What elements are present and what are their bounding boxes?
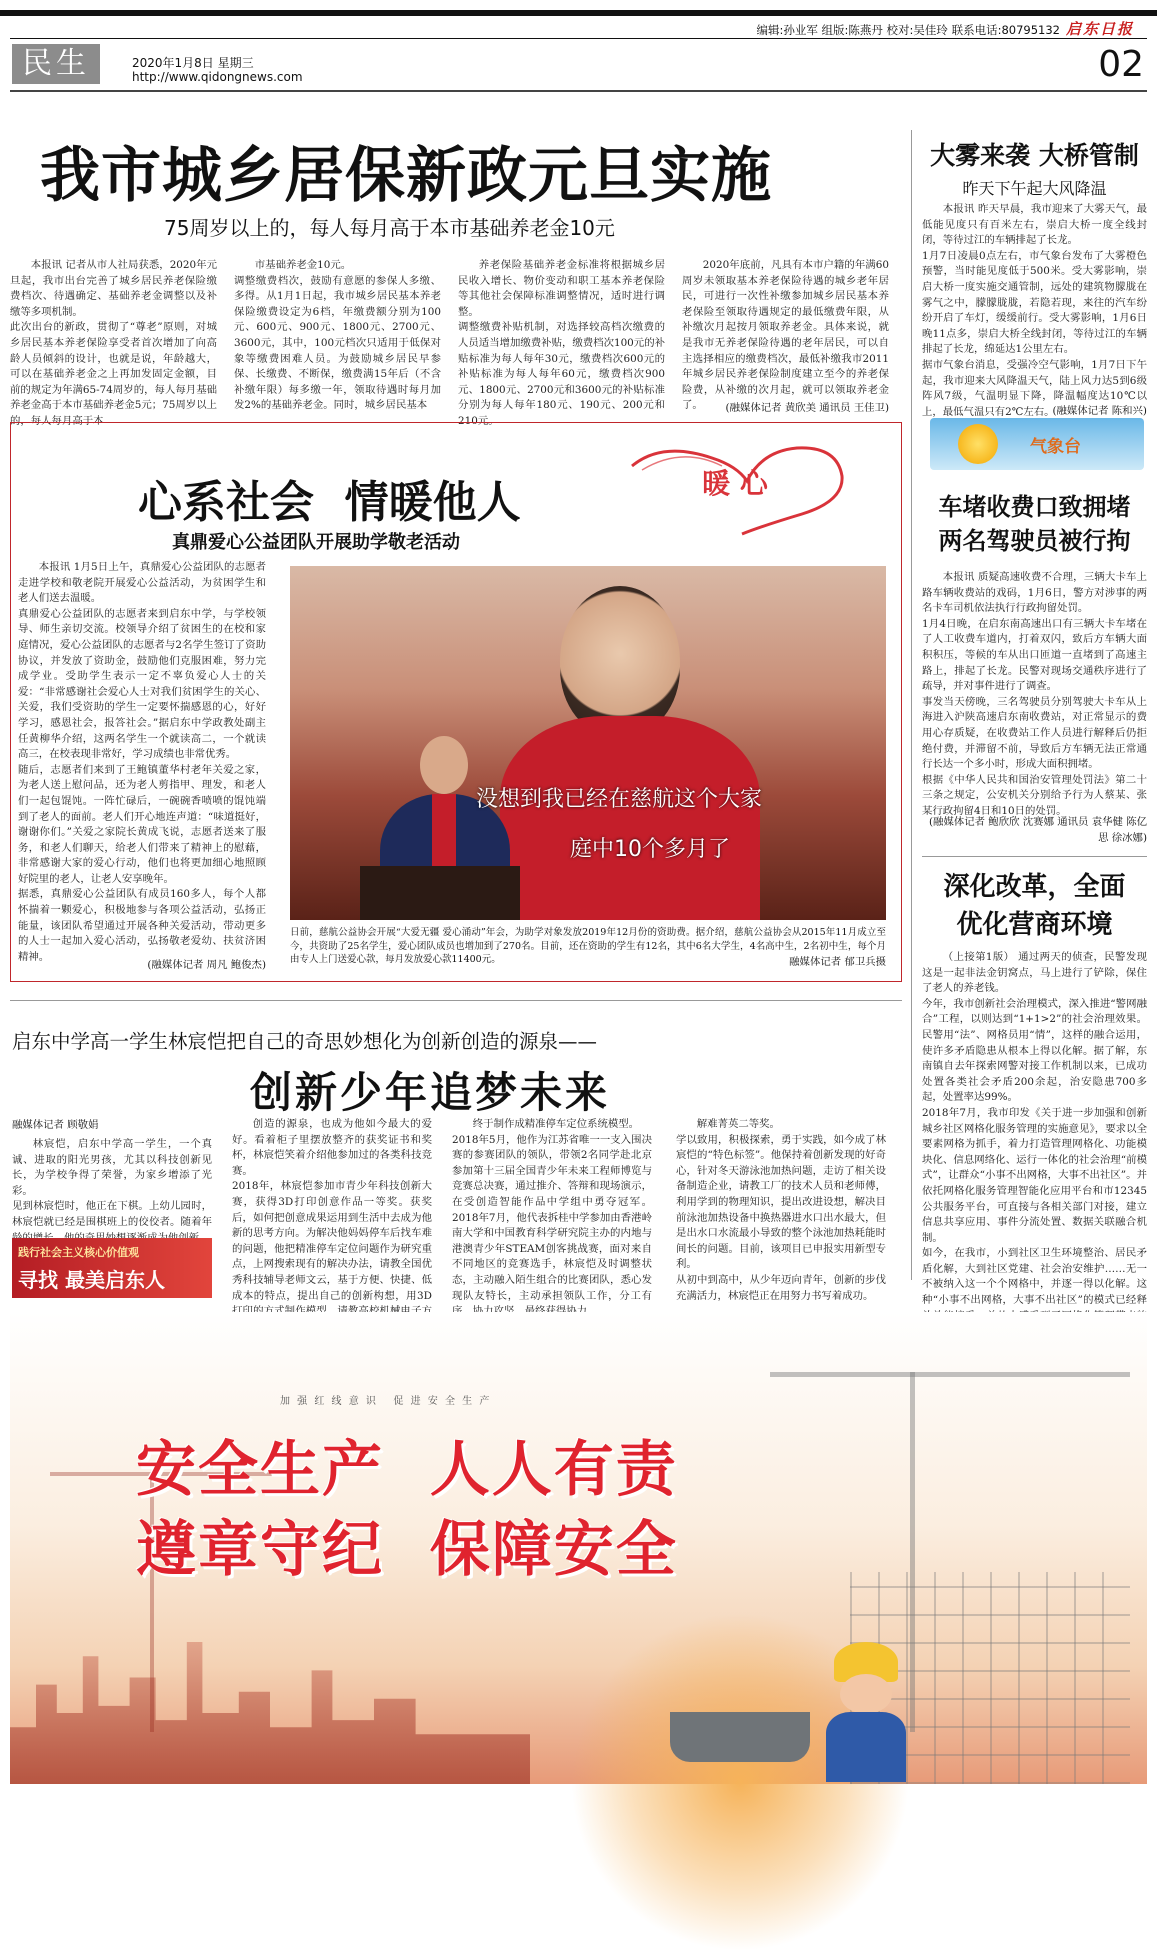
sidebar-rule	[922, 856, 1147, 857]
badge-line-1: 践行社会主义核心价值观	[18, 1246, 139, 1259]
youth-kicker: 启东中学高一学生林宸恺把自己的奇思妙想化为创新创造的源泉——	[12, 1030, 598, 1053]
masthead-bottom-rule	[10, 90, 1147, 92]
website-url: http://www.qidongnews.com	[132, 70, 303, 84]
lead-credit: (融媒体记者 黄欣美 通讯员 王佳卫)	[725, 402, 889, 414]
fog-headline: 大雾来袭 大桥管制	[930, 141, 1139, 170]
youth-top-rule	[10, 1000, 902, 1001]
page-number: 02	[1098, 44, 1144, 85]
charity-credit: (融媒体记者 周凡 鲍俊杰)	[147, 959, 266, 971]
charity-photo	[290, 566, 886, 920]
crane-right-arm	[770, 1372, 1130, 1377]
issue-date: 2020年1月8日 星期三	[132, 56, 254, 70]
masthead-rule	[10, 38, 1147, 39]
best-qidong-badge	[12, 1238, 212, 1298]
banner-small-text: 加 强 红 线 意 识 促 进 安 全 生 产	[280, 1396, 492, 1407]
editor-credits: 编辑:孙业军 组版:陈燕丹 校对:吴佳玲 联系电话:80795132	[756, 23, 1060, 37]
charity-body: 本报讯 1月5日上午，真鼎爱心公益团队的志愿者走进学校和敬老院开展爱心公益活动，为贫困学生和老人们送去温暖。 真鼎爱心公益团队的志愿者来到启东中学，与学校领导、师生亲切交流。校领导介绍了贫困生的在校和家庭情况，爱心公益团队的志愿者与2名学生签订了资助协议，并发放了资助金，鼓励他们克服困难，努力完成学业。受助学生表示一定不辜负爱心人士的关爱：“非常感谢社会爱心人士对我们贫困学生的关心、关爱，我们受资助的学生一定要怀揣感恩的心，好好学习，感恩社会，报答社会。”据启东中学政教处副主任黄柳华介绍，这两名学生一个就读高二，一个就读高三，在校表现非常好，学习成绩也非常优秀。 随后，志愿者们来到了王鲍镇董华村老年关爱之家，为老人送上慰问品，还为老人剪指甲、理发，和老人们一起包馄饨。一阵忙碌后，一碗碗香喷喷的馄饨端到了老人的面前。老人们开心地连声道：“味道挺好，谢谢你们。”关爱之家院长黄成飞说，志愿者送来了服务，和老人们聊天，给老人们带来了精神上的慰藉，非常感谢大家的爱心行动，他们也将更加细心地照顾好院里的老人，让老人安享晚年。 据悉，真鼎爱心公益团队有成员160多人，每个人都怀揣着一颗爱心，积极地参与各项公益活动，弘扬正能量，该团队希望通过开展各种关爱活动，带动更多的人士一起加入爱心活动，弘扬敬老爱幼、扶贫济困精神。	[18, 561, 266, 963]
reform-headline: 深化改革，全面 优化营商环境	[943, 872, 1126, 940]
city-skyline	[10, 1642, 530, 1784]
lead-column-3: 养老保险基础养老金标准将根据城乡居民收入增长、物价变动和职工基本养老保险等其他社会保障标准调整情况，适时进行调整。 调整缴费补贴机制，对选择较高档次缴费的人员适当增加缴费补贴，缴费档次100元的补贴标准为每人每年30元，缴费档次600元的补贴标准为每人每年60元，缴费档次900元、1800元、2700元和3600元的补贴标准分别为每人每年180元、190元、200元和210元。	[458, 259, 665, 427]
banner-line-1: 安全生产 人人有责	[136, 1435, 678, 1505]
newspaper-logo: 启东日报	[1066, 20, 1135, 38]
toll-headline: 车堵收费口致拥堵 两名驾驶员被行拘	[938, 492, 1131, 555]
banner-line-2: 遵章守纪 保障安全	[136, 1515, 678, 1585]
charity-headline: 心系社会 情暖他人	[138, 477, 521, 528]
fog-credit: (融媒体记者 陈和兴)	[1052, 405, 1147, 417]
fog-subheadline: 昨天下午起大风降温	[962, 179, 1107, 198]
toll-credit: (融媒体记者 鲍欣欣 沈赛娜 通讯员 袁华健 陈亿思 徐冰娜)	[929, 816, 1147, 844]
photo-caption: 日前，慈航公益协会开展“大爱无疆 爱心涌动”年会，为助学对象发放2019年12月份的资助费。据介绍，慈航公益协会从2015年11月成立至今，共资助了25名学生，爱心团队成员也增加到了270名。目前，还在资助的学生有12名，其中6名大学生，4名高中生，2名初中生，每个月由专人上门送爱心款，每月发放爱心款11400元。	[290, 927, 886, 965]
podium	[360, 866, 520, 920]
lead-headline: 我市城乡居保新政元旦实施	[40, 141, 772, 211]
weather-label: 气象台	[1030, 437, 1081, 457]
sidebar-divider	[911, 130, 912, 1280]
sun-icon	[958, 424, 998, 464]
masthead-topbar	[0, 10, 1157, 16]
youth-column-3: 终于制作成精准停车定位系统模型。 2018年5月，他作为江苏省唯一一支入围决赛的参赛团队的领队，带领2名同学赴北京参加第十三届全国青少年未来工程师博览与竞赛总决赛，通过推介、答辩和现场演示，在受创造智能作品中学组中勇夺冠军。2018年7月，他代表拆桂中学参加由香港岭南大学和中国教育科学研究院主办的内地与港澳青少年STEAM创客挑战赛，面对来自不同地区的竞赛选手，林宸恺及时调整状态，主动融入陌生组合的比赛团队，悉心发现队友特长，主动承担领队工作，分工有	[452, 1118, 652, 1302]
worker-figure	[810, 1642, 930, 1782]
youth-headline: 创新少年追梦未来	[250, 1068, 611, 1117]
safety-banner	[10, 1312, 1147, 1784]
photo-credit: 融媒体记者 郁卫兵摄	[789, 956, 886, 968]
fog-body: 本报讯 昨天早晨，我市迎来了大雾天气，最低能见度只有百米左右，崇启大桥一度全线封闭，等待过江的车辆排起了长龙。 1月7日凌晨0点左右，市气象台发布了大雾橙色预警，当时能见度低于500米。受大雾影响，崇启大桥一度实施交通管制，远处的建筑物朦胧在雾气之中，朦朦胧胧，若隐若现，来往的汽车纷纷开启了车灯，缓缓前行。受大雾影响，1月6日晚11点多，崇启大桥全线封闭，等待过江的车辆排起了长龙，绵延达1公里左右。 据市气象台消息，受强冷空气影响，1月7日下午起，我市迎来大风降温天气，陆上风力达5到6级阵风7级，气温明显下降，降温幅度达10℃以上，最低气温只有2℃左右。	[922, 203, 1147, 418]
charity-subheadline: 真鼎爱心公益团队开展助学敬老活动	[172, 532, 460, 553]
cart	[670, 1712, 810, 1762]
weather-banner	[930, 418, 1144, 470]
lead-column-1: 本报讯 记者从市人社局获悉，2020年元旦起，我市出台完善了城乡居民养老保险缴费档次、待遇确定、基础养老金调整以及补缴等多项机制。 此次出台的新政，贯彻了“尊老”原则，对城乡居民基本养老保险享受者首次增加了向高龄人员倾斜的设计，也就是说，年龄越大，可以在基础养老金之上再加发固定金额，目前的规定为年满65-74周岁的，每人每月基础养老金高于本市基础养老金5元；75周岁以上的，每人每月高于本	[10, 259, 217, 427]
lead-subheadline: 75周岁以上的，每人每月高于本市基础养老金10元	[164, 216, 615, 240]
photo-subtitle-2: 庭中10个多月了	[570, 837, 730, 862]
screen-girl-jacket	[500, 716, 760, 920]
badge-line-2: 寻找 最美启东人	[18, 1268, 165, 1292]
reform-body: （上接第1版） 通过两天的侦查，民警发现这是一起非法金钥窝点，马上进行了铲除，保住了老人的养老钱。 今年，我市创新社会治理模式，深入推进“警网融合”工程，以则达到“1+1>2”的社会治理效果。民警用“法”、网格员用“情”，这样的融合运用，使许多矛盾隐患从根本上得以化解。据了解，东南镇自去年探索网警对接工作机制以来，已成功处置各类社会矛盾200余起，治安隐患700多起，处置率达99%。 2018年7月，我市印发《关于进一步加强和创新城乡社区网格化服务管理的实施意见》，要求以全要素网格为抓手，着力打造管理网格化、功能模块化、信息网络化、运行一体化的社会治理“前模式”，让群众“小事不出网格，大事不出社区”。并依托网格化服务管理智能化应用平台和市12345公共服务平台，可直接与各相关部门对接，建立信息共享应用、事件分流处置、数据关联融合机制。 如今，在我市，小到社区卫生环境整治、居民矛盾化解，大到社区党建、社会治安维护……无一不被纳入这一个个网格中，并逐一得以化解。这种“小事不出网格，大事不出社区”的模式已经释	[922, 951, 1147, 1307]
youth-column-1: 林宸恺，启东中学高一学生，一个真诚、进取的阳光男孩，尤其以科技创新见长，为学校争得了荣誉，为家乡增添了光彩。 见到林宸恺时，他正在下棋。上幼儿园时，林宸恺就已经是围棋班上的佼佼者。随着年	[12, 1138, 212, 1228]
youth-column-2: 创造的源泉，也成为他如今最大的爱好。看着柜子里摆放整齐的获奖证书和奖杯，林宸恺笑着介绍他参加过的各类科技竞赛。 2018年，林宸恺参加市青少年科技创新大赛，获得3D打印创意作品一等奖。获奖后，如何把创意成果运用到生活中去成为他新的思考方向。为解决他妈妈停车后找车难的问题，他把精准停车定位问题作为研究重点，上网搜索现有的解决办法，请教全国优秀科技辅导老师文云，基于方便、快捷、低成本的特点，提出自己的创新构想，用3D	[232, 1118, 432, 1302]
photo-subtitle-1: 没想到我已经在慈航这个大家	[476, 787, 763, 812]
lead-column-2: 市基础养老金10元。 调整缴费档次，鼓励有意愿的参保人多缴、多得。从1月1日起，我市城乡居民基本养老保险缴费设定为6档，年缴费额分别为100元、600元、900元、1800元、2700元、3600元，其中，100元档次只适用于低保对象等缴费困难人员。为鼓励城乡居民早参保、长缴费、不断保，缴费满15年后（不含补缴年限）每多缴一年，领取待遇时每月加发2%的基础养老金。同时，城乡居民基本	[234, 259, 441, 412]
section-label: 民生	[12, 44, 100, 84]
toll-body: 本报讯 质疑高速收费不合理，三辆大卡车上路车辆收费站的戏码，1月6日，警方对涉事的两名卡车司机依法执行行政拘留处罚。 1月4日晚，在启东南高速出口有三辆大卡车堵在了人工收费车道内，打着双闪，致后方车辆大面积积压，等候的车从出口匝道一直堵到了高速主路上，排起了长龙。民警对现场交通秩序进行了疏导，并对事件进行了调查。 事发当天傍晚，三名驾驶员分别驾驶大卡车从上海进入沪陕高速启东南收费站，对正常显示的费用心存质疑，在收费站工作人员进行解释后仍拒绝付费，并滞留不前，导致后方车辆无法正常通行长达一个多小时，形成大面积拥堵。 根据《中华人民共和国治安管理处罚法》第二十三条之规定，公安机关分别给予行为人蔡某、张某行政拘留4日和10日的处罚。	[922, 571, 1147, 817]
warm-heart-badge: 暖 心	[702, 467, 768, 500]
youth-column-4: 解难菁英二等奖。 学以致用，积极探索，勇于实践，如今成了林宸恺的“特色标签”。他保持着创新发现的好奇心，针对冬天游泳池加热问题，走访了相关设备制造企业，请教工厂的技术人员和老师傅，利用学到的物理知识，提出改进设想，解决目前泳池加热设备中换热器进水口出水最大，但是出水口水流最小导致的整个泳池加热耗能时间长的问题。目前，该项目已申报实用新型专利。 从初中到高中，从少年迈向青年，创新的步伐充满活力，林宸恺正在用努力书写着成功。	[676, 1118, 886, 1302]
lead-column-4: 2020年底前，凡具有本市户籍的年满60周岁未领取基本养老保险待遇的城乡老年居民，可进行一次性补缴参加城乡居民基本养老保险至领取待遇规定的最低缴费年限，从补缴次月起按月领取养老金。具体来说，就是我市无养老保险待遇的老年居民，可以自主选择相应的缴费档次，最低补缴我市2011年城乡居民养老保险制度建立至今的养老保险费，从补缴的次月起，就可以领取养老金了。	[682, 259, 889, 412]
youth-byline: 融媒体记者 顾敬娟	[12, 1119, 99, 1131]
screen-girl-face	[560, 586, 680, 736]
